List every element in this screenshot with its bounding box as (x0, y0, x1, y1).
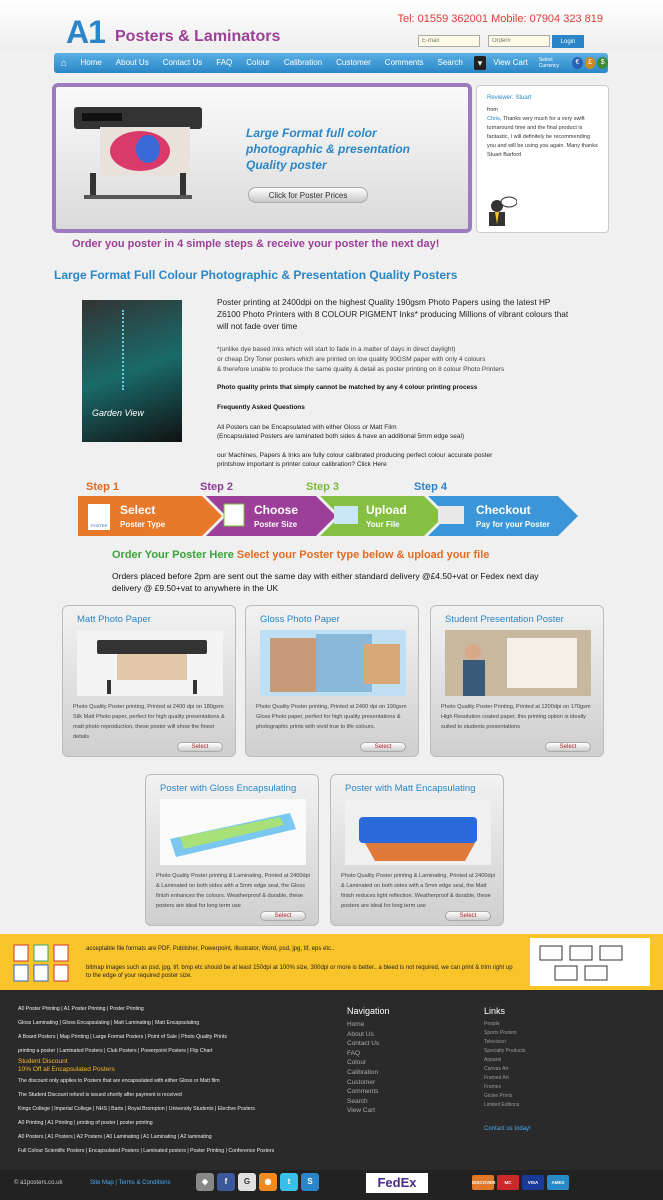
poster-grid-graphic (530, 938, 650, 986)
select-button[interactable]: Select (260, 911, 306, 921)
file-formats-bar (0, 934, 663, 990)
nav-comments[interactable]: Comments (384, 58, 424, 67)
footer-nav-item[interactable]: Contact Us (347, 1040, 380, 1048)
delicious-icon[interactable]: ◆ (196, 1173, 214, 1191)
card-text: Photo Quality Poster printing & Laminating, Printed at 2400dpi & Laminated on both sides with a 5mm edge seal, the Matt finish reduces light reflection. Weatherproof & durable, these posters are ideal for long term use (341, 873, 495, 909)
links-title: Links (484, 1006, 506, 1016)
card-title: Gloss Photo Paper (260, 614, 340, 625)
card-text: Photo Quality Poster printing & Laminating, Printed at 2400dpi & Laminated on both sides with a 5mm edge seal, the Gloss finish enhances the colours. Weatherproof & durable, these posters are ideal for long term use (156, 873, 310, 909)
google-icon[interactable]: G (238, 1173, 256, 1191)
nav-view-cart[interactable]: View Cart (493, 58, 528, 67)
poster-text-columns (122, 310, 176, 390)
card-matt-encapsulating[interactable] (330, 774, 504, 926)
matt-printer-image (77, 630, 223, 696)
euro-currency-icon[interactable]: € (572, 57, 583, 69)
intro-note-3: & therefore unable to produce the same quality & detail as poster printing on 8 colour Photo Printers (217, 366, 505, 373)
step-1-title: Select (120, 503, 156, 517)
footer-link-item[interactable]: Frames (484, 1084, 501, 1090)
twitter-icon[interactable]: t (280, 1173, 298, 1191)
select-button[interactable]: Select (545, 742, 591, 752)
review-text: , Thanks very much for a very swift turnaround time and the final product is fantastic, I will definitely be recommending you and will be using you again. (487, 116, 591, 149)
step-1-label: Step 1 (86, 481, 120, 493)
footer-link-row: The discount only applies to Posters that are encapsulated with either Gloss or Matt film (18, 1078, 220, 1084)
nav-colour[interactable]: Colour (246, 58, 270, 67)
gloss-lamination-image (160, 799, 306, 865)
card-title: Matt Photo Paper (77, 614, 151, 625)
gloss-photos-image (260, 630, 406, 696)
order-heading (112, 549, 489, 561)
poster-caption: Garden View (92, 408, 144, 418)
footer-link-row[interactable]: Gloss Laminating | Gloss Encapsulating | Matt Laminating | Matt Encapsulating (18, 1020, 200, 1026)
footer-link-item[interactable]: People (484, 1021, 500, 1027)
footer-link-item[interactable]: Framed Art (484, 1075, 509, 1081)
nav-about-us[interactable]: About Us (115, 58, 149, 67)
footer-nav-item[interactable]: View Cart (347, 1107, 376, 1115)
nav-customer[interactable]: Customer (336, 58, 371, 67)
card-gloss-photo-paper[interactable] (245, 605, 419, 757)
step-3-sub: Your File (366, 520, 400, 529)
encap-line-1: All Posters can be Encapsulated with either Gloss or Matt Film (217, 424, 397, 431)
review-title: Reviewer: Stuart (487, 95, 532, 101)
review-name: Chris (487, 116, 500, 122)
card-title: Poster with Gloss Encapsulating (160, 783, 297, 794)
footer-link-row[interactable]: A Board Posters | Map Printing | Large Format Posters | Point of Sale | Photo Quality Prints (18, 1034, 227, 1040)
amex-card-icon: AMEX (547, 1175, 569, 1190)
large-format-printer-image (70, 103, 206, 203)
poster-type-icon-label: POSTER (91, 523, 108, 528)
sample-poster-image (82, 300, 182, 442)
nav-contact-us[interactable]: Contact Us (162, 58, 203, 67)
step-4-sub: Pay for your Poster (476, 520, 550, 529)
hero-banner (52, 83, 472, 233)
footer-nav-item[interactable]: Comments (347, 1088, 379, 1096)
mastercard-icon: MC (497, 1175, 519, 1190)
step-1-sub: Poster Type (120, 520, 166, 529)
checkout-icon (438, 506, 464, 524)
sitemap-links[interactable]: Site Map | Terms & Conditions (90, 1180, 171, 1186)
fedex-logo (366, 1173, 428, 1193)
card-gloss-encapsulating[interactable] (145, 774, 319, 926)
order-number-field[interactable] (488, 35, 550, 47)
logo[interactable]: A1 (66, 14, 105, 50)
footer-link-item[interactable]: Specialty Products (484, 1048, 526, 1054)
customer-review (476, 85, 609, 233)
footer-nav-item[interactable]: Search (347, 1097, 368, 1105)
intro-text: Poster printing at 2400dpi on the highest Quality 190gsm Photo Papers using the latest HP Z6100 Photo Printers with 8 COLOUR PIGMENT Inks* producing Millions of vibrant colours that will not fade over time (217, 297, 569, 331)
phone-numbers: Tel: 01559 362001 Mobile: 07904 323 819 (397, 13, 603, 25)
logo-text[interactable]: Posters & Laminators (115, 28, 281, 45)
review-body (487, 115, 598, 151)
cart-icon[interactable]: ▾ (474, 56, 486, 70)
nav-home[interactable]: Home (80, 58, 102, 67)
step-3-title: Upload (366, 503, 407, 517)
review-from: from (487, 107, 498, 113)
hero-headline: Large Format full color photographic & presentation Quality poster (246, 126, 411, 172)
home-icon[interactable]: ⌂ (60, 57, 67, 69)
bottom-bar (0, 1170, 663, 1200)
file-formats-text: acceptable file formats are PDF, Publisher, Powerpoint, Illustrator, Word, psd, jpg, tif, eps etc.. (86, 946, 335, 952)
footer-link-item[interactable]: Canvas Art (484, 1066, 509, 1072)
footer-nav-item[interactable]: Calibration (347, 1068, 379, 1076)
footer-links (18, 1002, 318, 1158)
delivery-info: Orders placed before 2pm are sent out the same day with either standard delivery @£4.50+vat or Fedex next day delivery @ £9.50+vat to anywhere in the UK (112, 571, 539, 593)
dollar-currency-icon[interactable]: $ (597, 57, 608, 69)
card-matt-photo-paper[interactable] (62, 605, 236, 757)
footer-link-row: The Student Discount refund is issued shortly after payment is received (18, 1092, 182, 1098)
footer-nav-item[interactable]: Home (347, 1021, 365, 1028)
footer-links-column (484, 1006, 584, 1110)
nav-faq[interactable]: FAQ (216, 58, 233, 67)
facebook-icon[interactable]: f (217, 1173, 235, 1191)
calibration-line-1: our Machines, Papers & Inks are fully colour calibrated producing perfect colour accurate poster (217, 452, 493, 459)
discover-card-icon: DISCOVER (472, 1175, 494, 1190)
file-format-icons (12, 943, 74, 983)
rss-icon[interactable]: ◉ (259, 1173, 277, 1191)
poster-size-icon (224, 504, 244, 526)
fedex-logo-text: FedEx (377, 1175, 417, 1190)
footer-link-row[interactable]: A0 Posters | A1 Posters | A2 Posters | A0 Laminating | A1 Laminating | A2 laminating (18, 1134, 212, 1140)
skype-icon[interactable]: S (301, 1173, 319, 1191)
card-title: Poster with Matt Encapsulating (345, 783, 476, 794)
footer-link-row[interactable]: printing a poster | Laminated Posters | Club Posters | Powerpoint Posters | Flip Chart (18, 1048, 213, 1054)
main-nav (54, 53, 608, 73)
footer-link-row[interactable]: Kings College | Imperial College | NHS | Barts | Royal Brompton | University Students | Elective Posters (18, 1106, 256, 1112)
footer-link-row[interactable]: Full Colour Scientific Posters | Encapsulated Posters | Laminated posters | Poster Printing | Conference Posters (18, 1148, 275, 1154)
contact-us-link[interactable]: Contact us today! (484, 1126, 531, 1132)
steps-tagline: Order you poster in 4 simple steps & receive your poster the next day! (72, 238, 440, 250)
footer-link-row[interactable]: A0 Printing | A1 Printing | printing of poster | poster printing (18, 1120, 153, 1126)
step-4-label: Step 4 (414, 481, 448, 493)
select-button[interactable]: Select (445, 911, 491, 921)
review-thanks: Many thanks (566, 143, 598, 149)
copyright: © a1posters.co.uk (14, 1180, 63, 1186)
poster-prices-button[interactable]: Click for Poster Prices (248, 187, 368, 203)
footer-nav-item[interactable]: FAQ (347, 1049, 361, 1057)
intro-note-2: or cheap Dry Toner posters which are printed on low quality 90GSM paper with only 4 colours (217, 356, 486, 363)
visa-card-icon: VISA (522, 1175, 544, 1190)
bitmap-info-text: bitmap images such as psd, jpg, tif, bmp etc should be at least 150dpi at 100% size, 300dpi or more is better.. a bleed is not required, we can print & trim right up to the edge of your required poster size. (86, 965, 513, 979)
upload-file-icon (334, 506, 358, 524)
step-2-label: Step 2 (200, 481, 234, 493)
login-button[interactable]: Login (552, 35, 584, 48)
card-text: Photo Quality Poster printing, Printed at 2400 dpi on 180gsm Silk Matt Photo paper, perfect for high quality presentations & matt photo reproduction, these poster will show the finest details (73, 704, 225, 740)
select-button[interactable]: Select (360, 742, 406, 752)
social-icons (196, 1173, 319, 1191)
nav-search[interactable]: Search (437, 58, 463, 67)
step-2-title: Choose (254, 503, 299, 517)
navigation-title: Navigation (347, 1006, 390, 1016)
order-heading-b: Select your Poster type below & upload your file (236, 549, 490, 561)
matt-lamination-image (345, 799, 491, 865)
card-title: Student Presentation Poster (445, 614, 564, 625)
section-title: Large Format Full Colour Photographic & Presentation Quality Posters (54, 268, 458, 282)
footer-link-item[interactable]: Sports Posters (484, 1030, 517, 1036)
footer-nav-item[interactable]: Customer (347, 1078, 376, 1086)
footer-link-item[interactable]: Television (484, 1039, 506, 1045)
card-student-presentation-poster[interactable] (430, 605, 604, 757)
intro-note-1: *(unlike dye based inks which will start to fade in a matter of days in direct daylight) (217, 346, 456, 353)
faq-link[interactable]: Frequently Asked Questions (217, 404, 305, 411)
student-discount-title: Student Discount (18, 1058, 68, 1065)
pound-currency-icon[interactable]: £ (585, 57, 596, 69)
encap-line-2: (Encapsulated Posters are laminated both sides & have an additional 5mm edge seal) (217, 433, 465, 440)
order-heading-a: Order Your Poster Here (112, 549, 234, 561)
calibration-link[interactable]: printshow important is printer colour calibration? Click Here (217, 461, 387, 468)
order-steps-bar (78, 478, 580, 540)
select-button[interactable]: Select (177, 742, 223, 752)
footer-nav-item[interactable]: Colour (347, 1059, 367, 1067)
currency-label: Select Currency (538, 57, 560, 69)
nav-calibration[interactable]: Calibration (283, 58, 323, 67)
footer-link-item[interactable]: Giclee Prints (484, 1093, 513, 1099)
email-field[interactable] (418, 35, 480, 47)
header (0, 0, 663, 50)
step-3-label: Step 3 (306, 481, 340, 493)
student-discount-sub: 10% Off all Encapsulated Posters (18, 1066, 115, 1073)
footer (0, 990, 663, 1200)
footer-link-item[interactable]: Limited Editions (484, 1102, 520, 1108)
reviewer-icon (485, 194, 517, 226)
footer-nav-item[interactable]: About Us (347, 1030, 374, 1038)
footer-navigation (347, 1006, 437, 1116)
review-signature: Stuart Barford (487, 152, 522, 158)
student-presentation-image (445, 630, 591, 696)
footer-link-row[interactable]: A0 Poster Printing | A1 Poster Printing | Poster Printing (18, 1006, 144, 1012)
footer-link-item[interactable]: Apparel (484, 1057, 502, 1063)
card-text: Photo Quality Poster printing, Printed at 2400 dpi on 190gsm Gloss Photo paper, perfect for high quality presentations & photographic prints with vivid true to life colours. (256, 704, 407, 730)
step-2-sub: Poster Size (254, 520, 298, 529)
card-text: Photo Quality Poster Printing, Printed at 1200dpi on 170gsm High Resolution coated paper, this printing option is ideally suited to students presentations (441, 704, 591, 730)
payment-icons (472, 1175, 569, 1190)
step-4-title: Checkout (476, 503, 531, 517)
intro-bold: Photo quality prints that simply cannot be matched by any 4 colour printing process (217, 384, 478, 391)
